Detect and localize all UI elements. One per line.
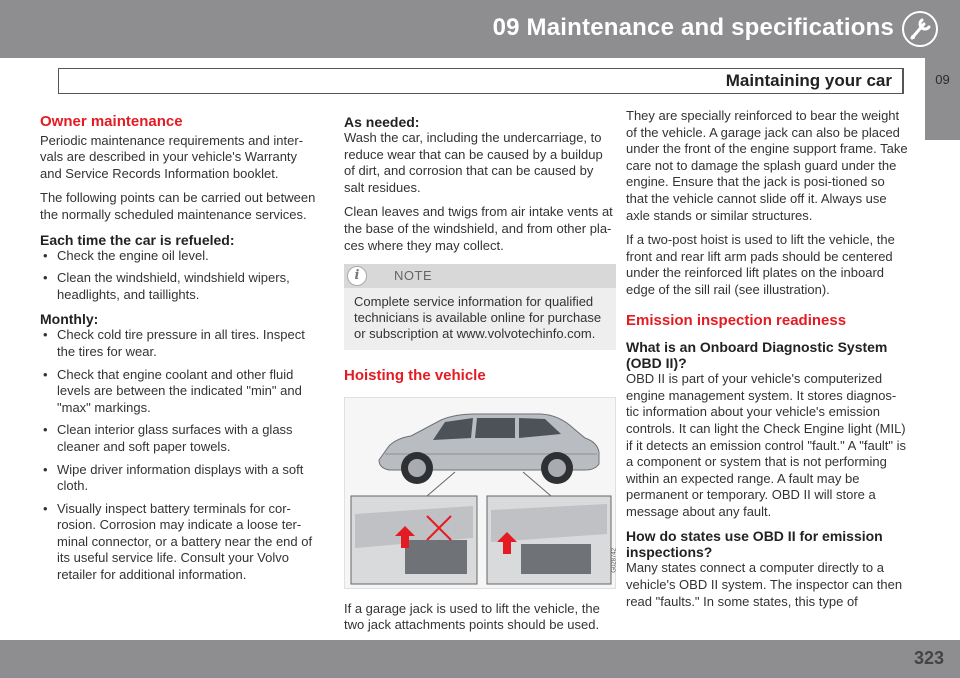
hoisting-illustration (344, 397, 616, 589)
wrench-icon (900, 8, 940, 50)
obd-paragraph: OBD II is part of your vehicle's computerized engine management system. It stores diagnos-tic information about your vehicle's emission controls. It can light the Check Engine light (MIL) if it detects an emission control "fault." A "fault" is a component or system that is not performing within an expected range. A fault may be permanent or temporary. OBD II will store a message about any fault. (626, 371, 907, 519)
as-needed-paragraph-2: Clean leaves and twigs from air intake vents at the base of the windshield, and from other pla-ces where they may collect. (344, 204, 613, 253)
figure-code: G028742 (612, 547, 618, 573)
page-number: 323 (913, 648, 944, 668)
info-icon: i (347, 266, 367, 286)
column-right (626, 108, 908, 618)
list-item: • Check that engine coolant and other fluid levels are between the indicated "min" and "max" markings. (40, 367, 322, 417)
note-label: NOTE (394, 268, 433, 284)
list-item: • Clean the windshield, windshield wipers, headlights, and taillights. (40, 270, 322, 303)
monthly-list (40, 327, 322, 583)
column-middle (344, 114, 616, 642)
list-item: • Check the engine oil level. (40, 248, 322, 265)
chapter-header-band (0, 0, 960, 58)
column-left (40, 114, 322, 592)
hoisting-paragraph: If a garage jack is used to lift the vehicle, the two jack attachments points should be used. (344, 600, 600, 633)
jack-paragraph: They are specially reinforced to bear the weight of the vehicle. A garage jack can also be placed under the front of the engine support frame. Take care not to damage the splash guard under the engine. Ensure that the jack is posi-tioned so that the vehicle cannot slide off it. Always use axle stands or similar structures. (626, 108, 908, 223)
states-heading: How do states use OBD II for emission inspections? (626, 528, 883, 561)
chapter-title: 09 Maintenance and specifications (492, 14, 894, 41)
chapter-tab[interactable] (925, 58, 960, 140)
owner-maintenance-paragraph-1: Periodic maintenance requirements and inter-vals are described in your vehicle's Warranty and Service Records Information booklet. (40, 132, 304, 181)
as-needed-heading: As needed: (344, 114, 420, 130)
refuel-heading: Each time the car is refueled: (40, 231, 235, 248)
list-item: • Clean interior glass surfaces with a glass cleaner and soft paper towels. (40, 422, 322, 455)
hoist-paragraph: If a two-post hoist is used to lift the vehicle, the front and rear lift arm pads should be centered under the reinforced lift plates on the inboard edge of the sill rail (see illustration). (626, 232, 895, 297)
note-text: Complete service information for qualified technicians is available online for purchase or subscription at www.volvotechinfo.com. (354, 294, 602, 342)
footer-band (0, 640, 960, 678)
section-title-bar (58, 68, 904, 94)
obd-heading: What is an Onboard Diagnostic System (OBD II)? (626, 339, 888, 372)
hoisting-heading: Hoisting the vehicle (344, 367, 486, 385)
states-paragraph: Many states connect a computer directly to a vehicle's OBD II system. The inspector can then read "faults." In some states, this type of (626, 560, 903, 609)
list-item: • Visually inspect battery terminals for cor-rosion. Corrosion may indicate a loose ter-minal connector, or a battery near the end of its useful service life. Consult your Volvo retailer for additional information. (40, 501, 322, 584)
note-header (344, 264, 616, 288)
list-item: • Check cold tire pressure in all tires. Inspect the tires for wear. (40, 327, 322, 360)
list-item: • Wipe driver information displays with a soft cloth. (40, 462, 322, 495)
owner-maintenance-heading: Owner maintenance (40, 113, 183, 130)
car-lift-points-illustration (345, 398, 617, 590)
emission-heading: Emission inspection readiness (626, 311, 847, 329)
chapter-tab-label: 09 (935, 72, 950, 87)
refuel-list (40, 248, 322, 304)
owner-maintenance-paragraph-2: The following points can be carried out between the normally scheduled maintenance services. (40, 190, 316, 222)
as-needed-paragraph-1: Wash the car, including the undercarriage, to reduce wear that can be caused by a buildup of dirt, and corrosion that can be caused by salt residues. (344, 130, 603, 195)
note-box (344, 264, 616, 350)
monthly-heading: Monthly: (40, 311, 99, 328)
section-title: Maintaining your car (725, 71, 892, 90)
